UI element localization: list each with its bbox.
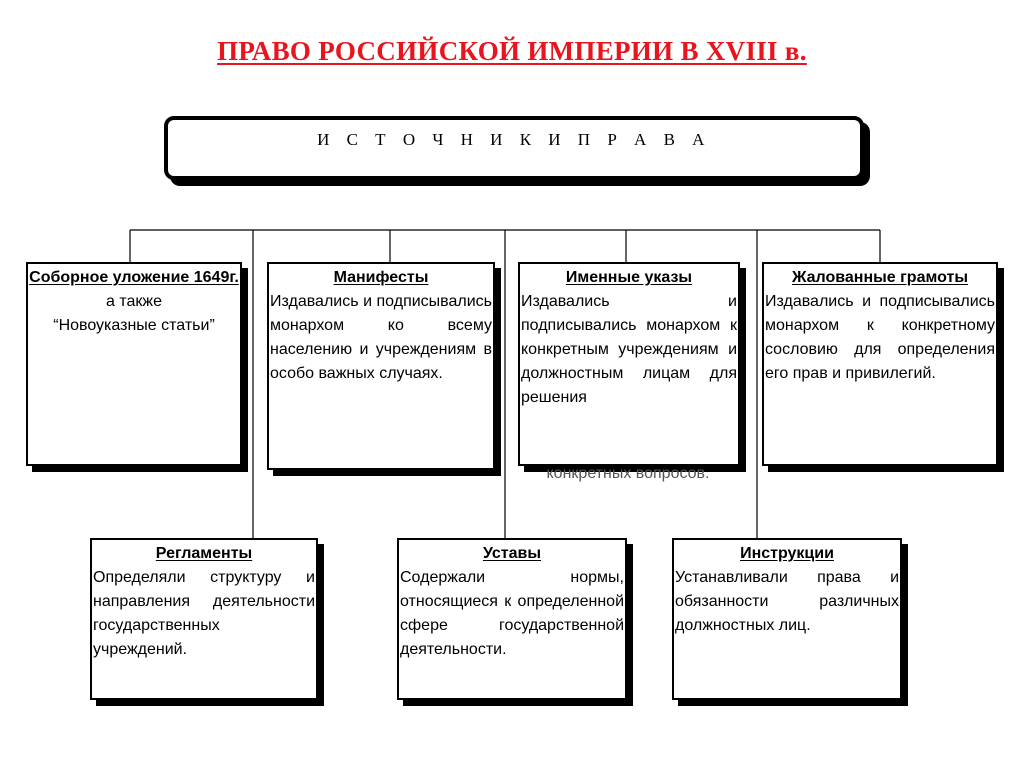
box-instruktsii xyxy=(672,538,902,700)
box-title: Регламенты xyxy=(155,545,253,562)
box-text: Содержали нормы, относящиеся к определенной сфере государственной деятельности. xyxy=(400,569,624,658)
box-zhalovannye-gramoty xyxy=(762,262,998,466)
box-title: Именные указы xyxy=(565,269,693,286)
box-reglamenty xyxy=(90,538,318,700)
box-ustavy xyxy=(397,538,627,700)
box-imennye-ukazy xyxy=(518,262,740,466)
box-text: а также “Новоуказные статьи” xyxy=(53,293,215,334)
box-title: Соборное уложение 1649г. xyxy=(29,269,239,286)
box-text: Издавались и подписывались монархом к конкретному сословию для определения его прав и привилегий. xyxy=(765,293,995,382)
box-title: Манифесты xyxy=(333,269,429,286)
page-title: ПРАВО РОССИЙСКОЙ ИМПЕРИИ В XVIII в. xyxy=(217,36,807,66)
sources-header-text: И С Т О Ч Н И К И П Р А В А xyxy=(317,130,711,149)
box-title: Уставы xyxy=(482,545,542,562)
box-sobornoe-ulozhenie xyxy=(26,262,242,466)
box-text: Устанавливали права и обязанности различных должностных лиц. xyxy=(675,569,899,634)
box-text: Издавались и подписывались монархом к конкретным учреждениям и должностным лицам для решения xyxy=(521,293,737,406)
box-title: Жалованные грамоты xyxy=(792,269,968,286)
overflow-text: конкретных вопросов. xyxy=(546,465,710,482)
box-manifesty xyxy=(267,262,495,470)
box-text: Издавались и подписывались монархом ко всему населению и учреждениям в особо важных случаях. xyxy=(270,293,492,382)
box-text: Определяли структуру и направления деятельности государственных учреждений. xyxy=(93,569,315,658)
box-title: Инструкции xyxy=(740,545,834,562)
